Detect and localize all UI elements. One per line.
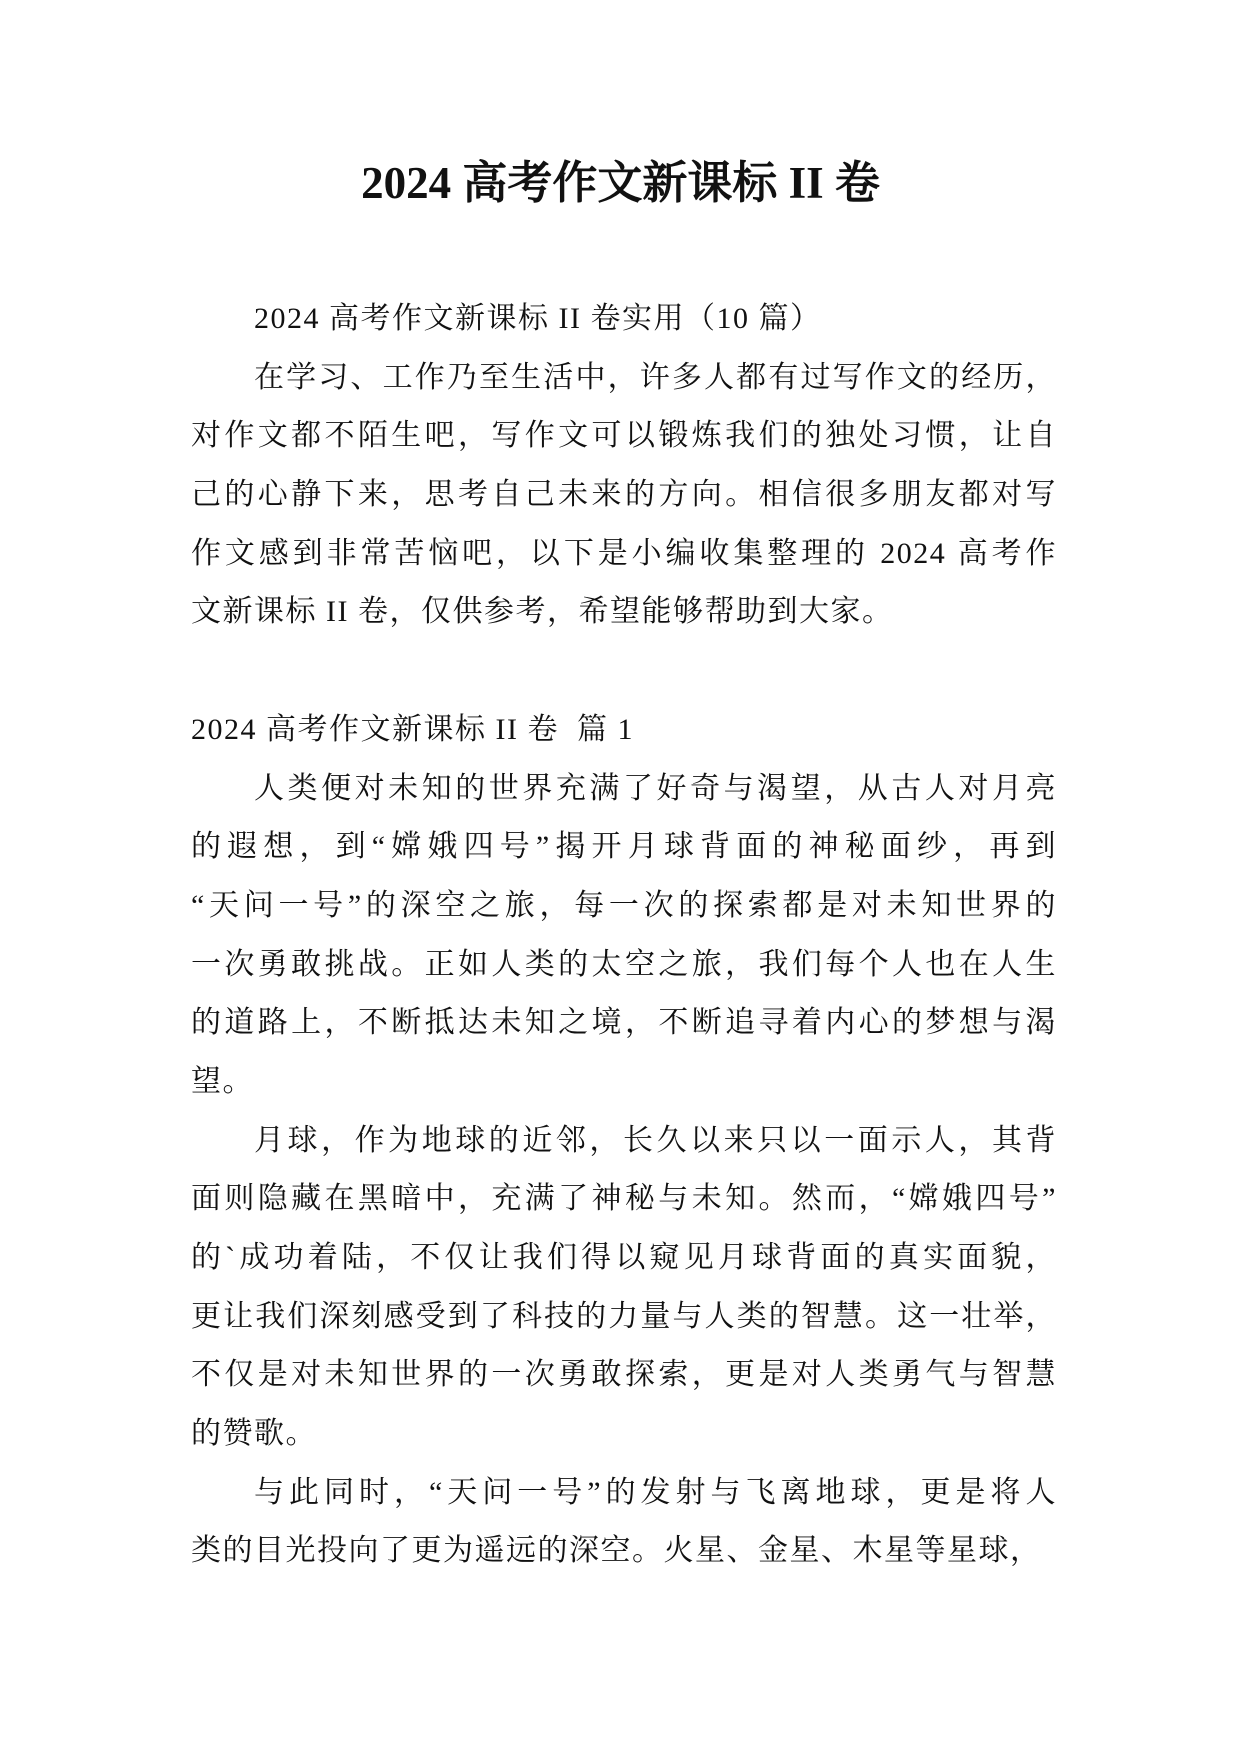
section-heading xyxy=(191,701,1057,760)
text-line: 2024 高考作文新课标 II 卷实用（10 篇） xyxy=(254,302,822,335)
text-line: 的遐想，到“嫦娥四号”揭开月球背面的神秘面纱，再到 xyxy=(191,830,1057,864)
document-body xyxy=(191,290,1057,1581)
paragraph xyxy=(191,1112,1057,1464)
text-line: 对作文都不陌生吧，写作文可以锻炼我们的独处习惯，让自 xyxy=(191,419,1057,453)
document-title: 2024 高考作文新课标 II 卷 xyxy=(361,158,880,208)
text-line: 与此同时，“天问一号”的发射与飞离地球，更是将人 xyxy=(254,1475,1057,1509)
text-line: 月球，作为地球的近邻，长久以来只以一面示人，其背 xyxy=(254,1123,1057,1157)
subtitle xyxy=(191,290,1057,349)
text-line: 文新课标 II 卷，仅供参考，希望能够帮助到大家。 xyxy=(191,595,894,629)
text-line: 人类便对未知的世界充满了好奇与渴望，从古人对月亮 xyxy=(254,771,1057,805)
text-line: 在学习、工作乃至生活中，许多人都有过写作文的经历， xyxy=(254,360,1057,394)
paragraph xyxy=(191,349,1057,642)
text-line: 2024 高考作文新课标 II 卷 篇 1 xyxy=(191,712,634,746)
text-line: 的赞歌。 xyxy=(191,1417,317,1451)
text-line: 不仅是对未知世界的一次勇敢探索，更是对人类勇气与智慧 xyxy=(191,1358,1057,1392)
paragraph xyxy=(191,1464,1057,1581)
text-line: 一次勇敢挑战。正如人类的太空之旅，我们每个人也在人生 xyxy=(191,947,1057,981)
text-line: 的道路上，不断抵达未知之境，不断追寻着内心的梦想与渴 xyxy=(191,1006,1057,1040)
text-line: 类的目光投向了更为遥远的深空。火星、金星、木星等星球， xyxy=(191,1534,1042,1568)
text-line: 更让我们深刻感受到了科技的力量与人类的智慧。这一壮举， xyxy=(191,1299,1057,1333)
text-line: 望。 xyxy=(191,1064,254,1098)
text-line: 面则隐藏在黑暗中，充满了神秘与未知。然而，“嫦娥四号” xyxy=(191,1182,1057,1216)
text-line: 的`成功着陆，不仅让我们得以窥见月球背面的真实面貌， xyxy=(191,1241,1057,1274)
text-line: 作文感到非常苦恼吧，以下是小编收集整理的 2024 高考作 xyxy=(191,536,1057,570)
text-line: 己的心静下来，思考自己未来的方向。相信很多朋友都对写 xyxy=(191,478,1057,512)
text-line: “天问一号”的深空之旅，每一次的探索都是对未知世界的 xyxy=(191,888,1057,922)
paragraph xyxy=(191,760,1057,1112)
